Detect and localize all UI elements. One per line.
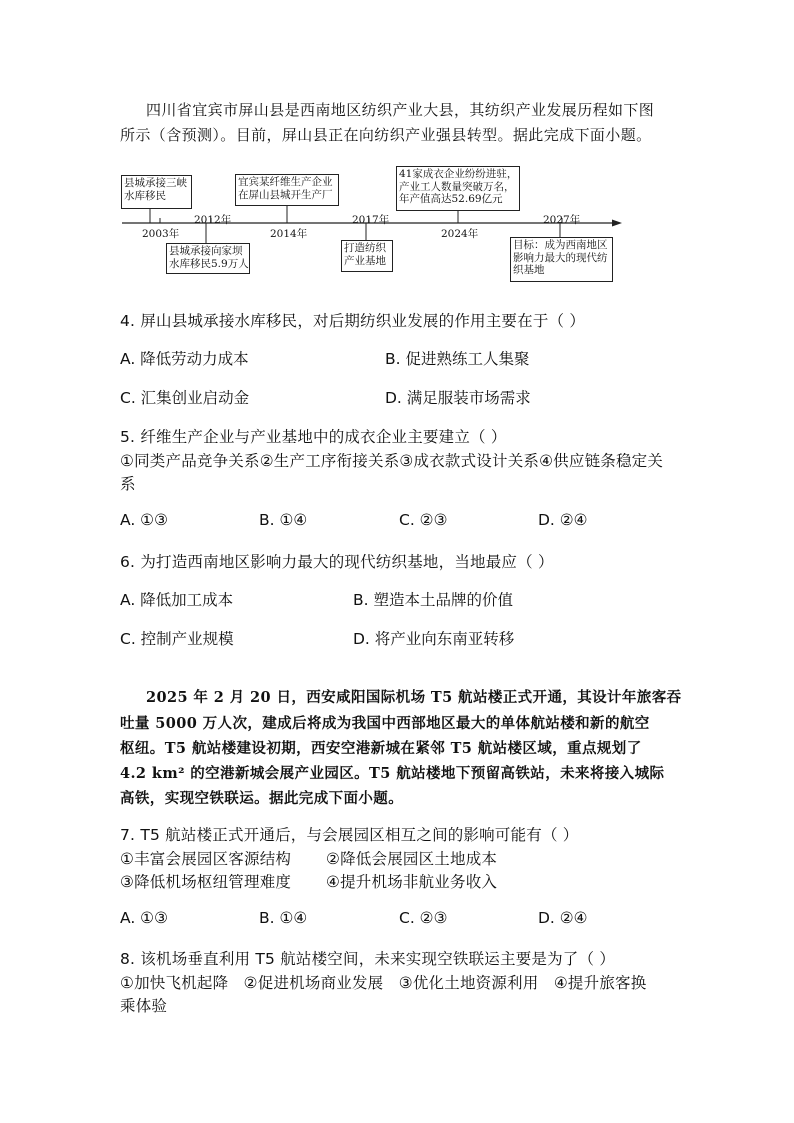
q7-item-1: ①丰富会展园区客源结构 <box>120 850 292 868</box>
event-2003-box <box>121 175 192 209</box>
q6-stem: 6. 为打造西南地区影响力最大的现代纺织基地，当地最应（ ） <box>120 553 554 571</box>
q7-stem: 7. T5 航站楼正式开通后，与会展园区相互之间的影响可能有（ ） <box>120 826 579 844</box>
q4-option-c[interactable]: C. 汇集创业启动金 <box>120 389 250 407</box>
year-2017: 2017年 <box>352 214 390 226</box>
q5-option-b[interactable]: B. ①④ <box>259 511 308 529</box>
q4-option-d[interactable]: D. 满足服装市场需求 <box>385 389 531 407</box>
event-2027-line2: 影响力最大的现代纺 <box>513 251 608 264</box>
event-2014-line1: 宜宾某纤维生产企业 <box>238 176 333 188</box>
q7-item-4: ④提升机场非航业务收入 <box>326 873 498 891</box>
event-2024-line2: 产业工人数量突破万名， <box>399 180 515 193</box>
event-2012-line1: 县城承接向家坝 <box>169 245 243 257</box>
q5-stem: 5. 纤维生产企业与产业基地中的成衣企业主要建立（ ） <box>120 428 507 446</box>
q7-option-a[interactable]: A. ①③ <box>120 909 168 927</box>
year-2027: 2027年 <box>543 214 581 226</box>
q5-items-line1: ①同类产品竞争关系②生产工序衔接关系③成衣款式设计关系④供应链条稳定关 <box>120 452 664 470</box>
event-2012-line2: 水库移民5.9万人 <box>169 257 249 270</box>
q7-item-3: ③降低机场枢纽管理难度 <box>120 873 292 891</box>
event-2003-line2: 水库移民 <box>124 189 166 202</box>
year-2014: 2014年 <box>270 228 308 240</box>
q6-option-c[interactable]: C. 控制产业规模 <box>120 630 234 648</box>
event-2014-box <box>235 174 339 206</box>
year-2003: 2003年 <box>142 228 180 240</box>
q4-option-b[interactable]: B. 促进熟练工人集聚 <box>385 350 530 368</box>
event-2024-box <box>396 166 520 211</box>
event-2027-box <box>510 237 613 282</box>
event-2027-line3: 织基地 <box>513 264 545 276</box>
q4-stem: 4. 屏山县城承接水库移民，对后期纺织业发展的作用主要在于（ ） <box>120 312 586 330</box>
event-2017-box <box>341 240 393 272</box>
passage2-line3: 枢纽。T5 航站楼建设初期，西安空港新城在紧邻 T5 航站楼区域，重点规划了 <box>120 740 642 757</box>
event-2017-line1: 打造纺织 <box>344 242 386 254</box>
q8-stem: 8. 该机场垂直利用 T5 航站楼空间，未来实现空铁联运主要是为了（ ） <box>120 950 616 968</box>
event-2014-line2: 在屏山县城开生产厂 <box>238 188 333 201</box>
passage2-line4: 4.2 km² 的空港新城会展产业园区。T5 航站楼地下预留高铁站，未来将接入城际 <box>120 765 665 782</box>
q6-option-a[interactable]: A. 降低加工成本 <box>120 591 234 609</box>
event-2024-line1: 41家成衣企业纷纷进驻， <box>399 168 518 180</box>
event-2027-line1: 目标：成为西南地区 <box>513 239 608 251</box>
q6-option-b[interactable]: B. 塑造本土品牌的价值 <box>353 591 513 609</box>
event-2003-line1: 县城承接三峡 <box>124 177 187 189</box>
timeline-axis <box>0 0 794 300</box>
q5-option-c[interactable]: C. ②③ <box>399 511 448 529</box>
event-2017-line2: 产业基地 <box>344 254 386 267</box>
q7-item-2: ②降低会展园区土地成本 <box>326 850 498 868</box>
passage1-line2: 所示（含预测）。目前，屏山县正在向纺织产业强县转型。据此完成下面小题。 <box>120 126 652 144</box>
passage2-line5: 高铁，实现空铁联运。据此完成下面小题。 <box>120 790 404 807</box>
event-2024-line3: 年产值高达52.69亿元 <box>399 193 503 205</box>
q6-option-d[interactable]: D. 将产业向东南亚转移 <box>353 630 515 648</box>
passage1-line1: 四川省宜宾市屏山县是西南地区纺织产业大县，其纺织产业发展历程如下图 <box>146 101 655 119</box>
q5-items-line2: 系 <box>120 475 136 493</box>
q5-option-d[interactable]: D. ②④ <box>538 511 588 529</box>
year-2012: 2012年 <box>194 214 232 226</box>
q8-items-line2: 乘体验 <box>120 997 168 1015</box>
year-2024: 2024年 <box>441 228 479 240</box>
q7-option-d[interactable]: D. ②④ <box>538 909 588 927</box>
q4-option-a[interactable]: A. 降低劳动力成本 <box>120 350 249 368</box>
q7-option-b[interactable]: B. ①④ <box>259 909 308 927</box>
q8-items-line1: ①加快飞机起降 ②促进机场商业发展 ③优化土地资源利用 ④提升旅客换 <box>120 974 647 992</box>
passage2-line1: 2025 年 2 月 20 日，西安咸阳国际机场 T5 航站楼正式开通，其设计年旅客吞 <box>146 689 682 706</box>
q7-option-c[interactable]: C. ②③ <box>399 909 448 927</box>
passage2-line2: 吐量 5000 万人次，建成后将成为我国中西部地区最大的单体航站楼和新的航空 <box>120 715 650 732</box>
event-2012-box <box>166 243 250 274</box>
q5-option-a[interactable]: A. ①③ <box>120 511 168 529</box>
